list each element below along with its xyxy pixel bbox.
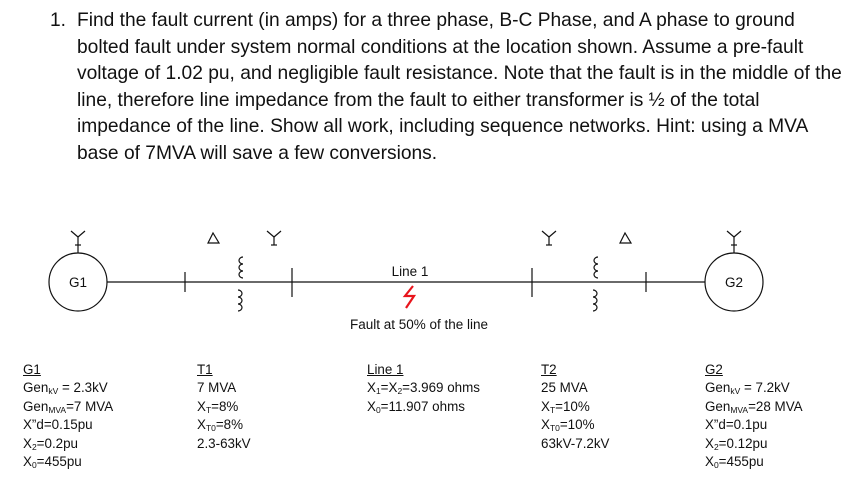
fault-lightning-icon — [405, 286, 414, 308]
line1-parameters — [367, 361, 480, 416]
g2-x2: $X_2=0.12pu$ — [705, 435, 768, 452]
delta-t1-icon — [208, 233, 219, 243]
delta-t2-icon — [620, 233, 631, 243]
t2-kv: 63kV-7.2kV — [541, 435, 610, 451]
grounded-wye-g1-icon — [71, 231, 85, 245]
t2-parameters — [541, 361, 609, 453]
g1-kv: Gen$_{kV}$ = 2.3kV — [23, 380, 108, 397]
t2-xt: $X_T=10\%$ — [541, 398, 590, 415]
problem-number: 1. — [50, 10, 67, 31]
g2-mva: Gen$_{MVA}$=28 MVA — [705, 398, 803, 415]
t2-title: T2 — [541, 362, 557, 377]
g1-mva: Gen$_{MVA}$=7 MVA — [23, 398, 114, 415]
g1-x0: $X_0=455pu$ — [23, 454, 82, 471]
transformer-t1-icon — [238, 257, 243, 311]
t1-xt0: $X_{T0}=8\%$ — [197, 417, 244, 434]
g2-parameters — [705, 361, 803, 471]
g1-xd: X”d=0.15pu — [23, 417, 93, 433]
line1-x0: $X_0=11.907$ ohms — [367, 398, 465, 415]
problem-text: Find the fault current (in amps) for a three phase, B-C Phase, and A phase to ground bolted fault under system normal conditions at the location shown. Assume a pre-fault voltage of 1.02 pu, and negligible fault resistance. Note that the fault is in the middle of the line, therefore line impedance from the fault to either transformer is ½ of the total impedance of the line. Show all work, including sequence networks. Hint: using a MVA base of 7MVA will save a few conversions. — [77, 10, 842, 164]
transformer-t2-icon — [593, 257, 598, 311]
t1-xt: $X_T=8\%$ — [197, 398, 239, 415]
grounded-wye-t1-icon — [267, 231, 281, 245]
t2-mva: 25 MVA — [541, 380, 588, 396]
g2-x0: $X_0=455pu$ — [705, 454, 764, 471]
t1-kv: 2.3-63kV — [197, 435, 251, 451]
line1-title: Line 1 — [367, 362, 404, 377]
grounded-wye-t2-icon — [542, 231, 556, 245]
grounded-wye-g2-icon — [727, 231, 741, 245]
g2-kv: Gen$_{kV}$ = 7.2kV — [705, 380, 790, 397]
g1-x2: $X_2=0.2pu$ — [23, 435, 79, 452]
t1-parameters — [197, 361, 251, 453]
g1-parameters — [23, 361, 113, 471]
fault-label: Fault at 50% of the line — [349, 317, 489, 332]
generator-g2-label: G2 — [724, 275, 744, 290]
generator-g1-label: G1 — [68, 275, 88, 290]
g1-title: G1 — [23, 362, 41, 377]
t1-mva: 7 MVA — [197, 380, 237, 396]
line-label: Line 1 — [391, 264, 429, 279]
t1-title: T1 — [197, 362, 213, 377]
line1-x1x2: $X_1=X_2=3.969$ ohms — [367, 380, 480, 397]
g2-title: G2 — [705, 362, 723, 377]
g2-xd: X”d=0.1pu — [705, 417, 768, 433]
t2-xt0: $X_{T0}=10\%$ — [541, 417, 595, 434]
